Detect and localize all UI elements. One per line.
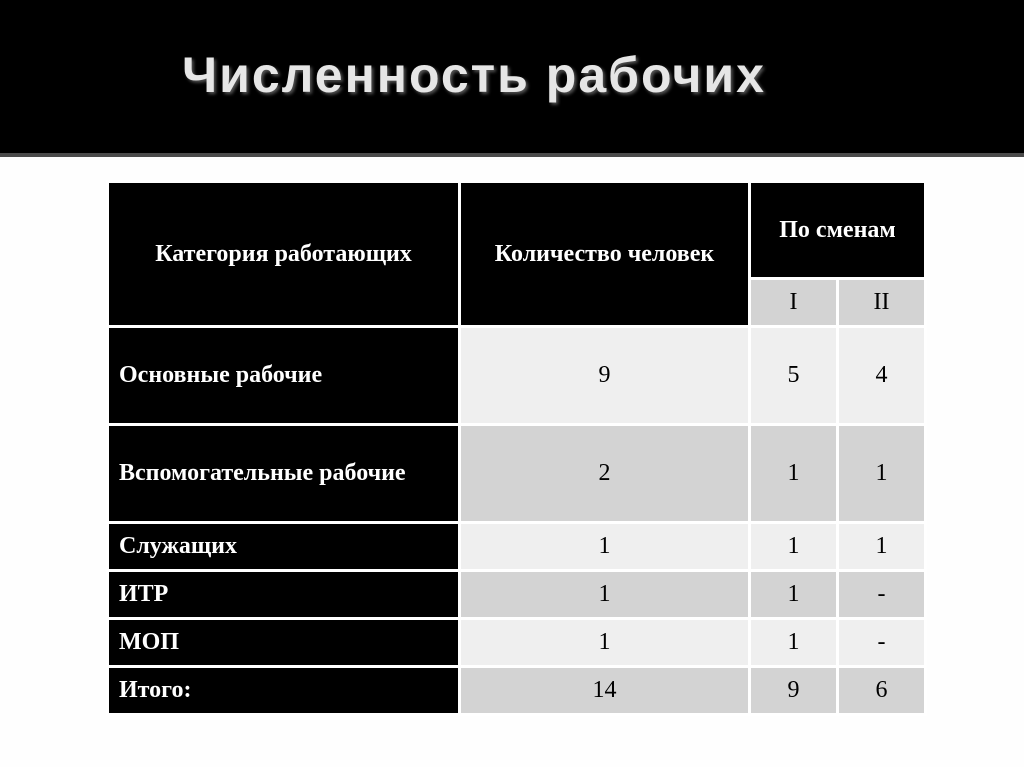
row-count: 1 — [460, 571, 750, 619]
page-title: Численность рабочих — [182, 47, 766, 103]
row-shift-2: 1 — [838, 425, 926, 523]
total-count: 14 — [460, 667, 750, 715]
header-count: Количество человек — [460, 182, 750, 327]
table-row — [108, 327, 926, 425]
row-shift-1: 1 — [750, 619, 838, 667]
header-shifts: По сменам — [750, 182, 926, 279]
row-category: Вспомогательные рабочие — [108, 425, 460, 523]
header-category: Категория работающих — [108, 182, 460, 327]
table-row — [108, 619, 926, 667]
header-shift-2: II — [838, 279, 926, 327]
row-count: 2 — [460, 425, 750, 523]
row-count: 1 — [460, 619, 750, 667]
header-row — [108, 182, 926, 279]
row-category: Основные рабочие — [108, 327, 460, 425]
row-shift-1: 1 — [750, 523, 838, 571]
total-row — [108, 667, 926, 715]
row-shift-2: - — [838, 619, 926, 667]
row-category: ИТР — [108, 571, 460, 619]
row-category: Служащих — [108, 523, 460, 571]
row-shift-1: 1 — [750, 425, 838, 523]
total-label: Итого: — [108, 667, 460, 715]
header-shift-1: I — [750, 279, 838, 327]
row-count: 9 — [460, 327, 750, 425]
row-shift-2: 4 — [838, 327, 926, 425]
table-row — [108, 425, 926, 523]
row-category: МОП — [108, 619, 460, 667]
total-shift-2: 6 — [838, 667, 926, 715]
total-shift-1: 9 — [750, 667, 838, 715]
row-shift-1: 1 — [750, 571, 838, 619]
table-row — [108, 523, 926, 571]
row-shift-2: - — [838, 571, 926, 619]
table-row — [108, 571, 926, 619]
workers-table — [106, 180, 927, 716]
row-count: 1 — [460, 523, 750, 571]
row-shift-1: 5 — [750, 327, 838, 425]
row-shift-2: 1 — [838, 523, 926, 571]
title-bar — [0, 0, 1024, 157]
